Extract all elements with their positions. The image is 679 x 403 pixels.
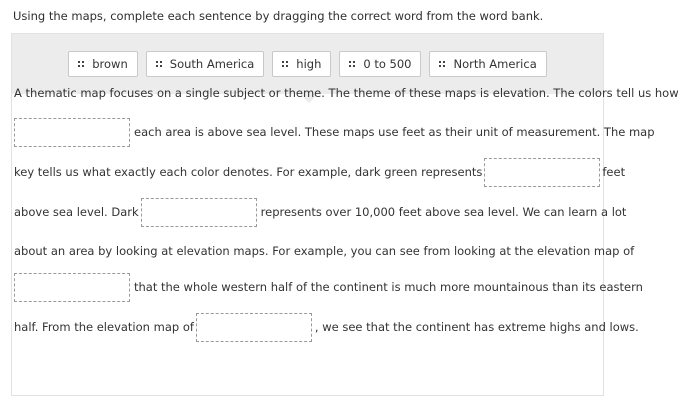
drop-zone-3[interactable] bbox=[141, 198, 257, 227]
passage-text: that the whole western half of the continent is much more mountainous than its eastern bbox=[134, 280, 643, 294]
word-chip-label: high bbox=[296, 57, 322, 71]
passage-text: , we see that the continent has extreme highs and lows. bbox=[314, 320, 639, 334]
word-chip-high[interactable] bbox=[272, 51, 331, 77]
drop-zone-5[interactable] bbox=[196, 313, 312, 342]
drop-zone-2[interactable] bbox=[484, 158, 600, 187]
drag-handle-icon bbox=[78, 61, 84, 67]
drop-zone-1[interactable] bbox=[14, 118, 130, 147]
passage-text: about an area by looking at elevation maps. For example, you can see from looking at the elevation map of bbox=[14, 244, 635, 258]
drop-zone-4[interactable] bbox=[14, 273, 130, 302]
passage-line bbox=[14, 312, 639, 342]
instruction-text: Using the maps, complete each sentence by dragging the correct word from the word bank. bbox=[13, 9, 544, 23]
passage-text: half. From the elevation map of bbox=[14, 320, 194, 334]
word-chip-brown[interactable] bbox=[68, 51, 138, 77]
word-chip-label: brown bbox=[92, 57, 128, 71]
passage-text: feet bbox=[602, 165, 626, 179]
word-chip-label: South America bbox=[169, 57, 255, 71]
word-chip-0-to-500[interactable] bbox=[339, 51, 421, 77]
word-chip-label: North America bbox=[453, 57, 537, 71]
passage-text: represents over 10,000 feet above sea level. We can learn a lot bbox=[260, 205, 627, 219]
drag-handle-icon bbox=[282, 61, 288, 67]
drag-handle-icon bbox=[349, 61, 355, 67]
passage-line bbox=[14, 197, 626, 227]
passage-line bbox=[14, 78, 679, 108]
word-chip-label: 0 to 500 bbox=[363, 57, 412, 71]
passage-line bbox=[14, 157, 625, 187]
passage-text: key tells us what exactly each color denotes. For example, dark green represents bbox=[14, 165, 483, 179]
passage-text: A thematic map focuses on a single subject or theme. The theme of these maps is elevation. The colors tell us how bbox=[14, 86, 679, 100]
drag-handle-icon bbox=[439, 61, 445, 67]
passage-line bbox=[14, 117, 655, 147]
passage-line bbox=[14, 272, 643, 302]
passage-text: each area is above sea level. These maps use feet as their unit of measurement. The map bbox=[134, 125, 655, 139]
drag-handle-icon bbox=[156, 61, 162, 67]
passage-text: above sea level. Dark bbox=[14, 205, 139, 219]
word-chip-south-america[interactable] bbox=[146, 51, 265, 77]
passage-line bbox=[14, 236, 634, 266]
word-chip-north-america[interactable] bbox=[429, 51, 546, 77]
